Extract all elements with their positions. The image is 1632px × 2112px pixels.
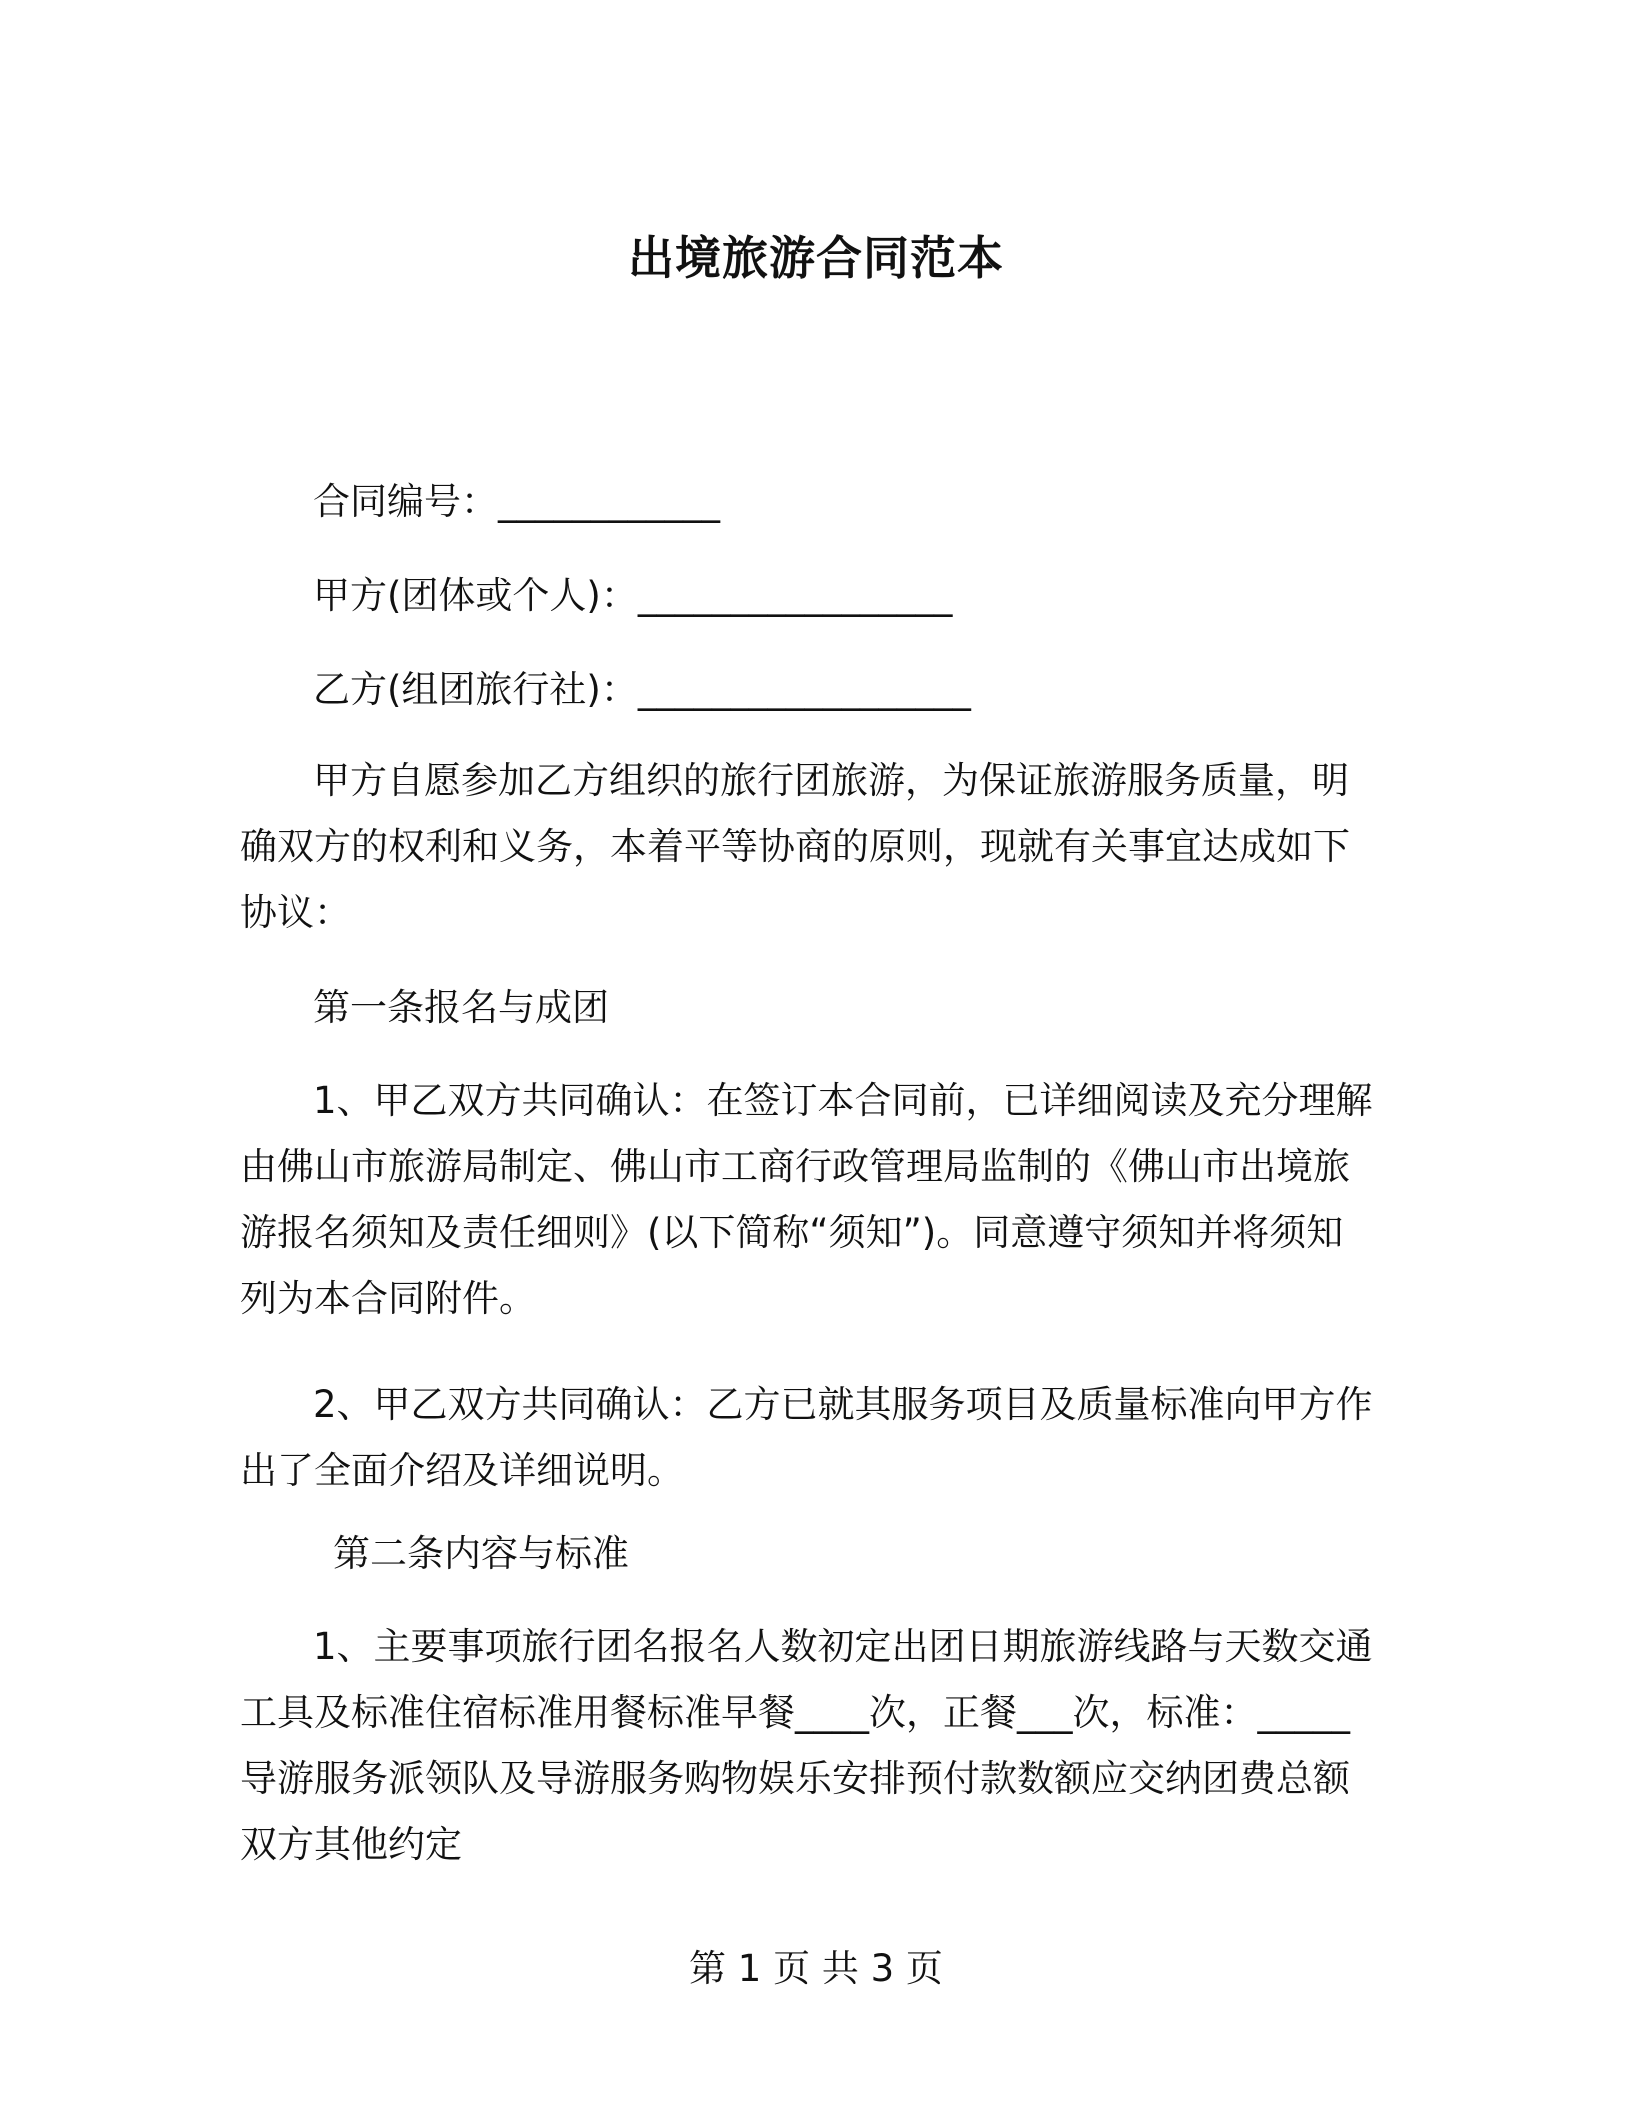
intro-line: 甲方自愿参加乙方组织的旅行团旅游，为保证旅游服务质量，明 xyxy=(313,759,1349,802)
party-a-field: 甲方(团体或个人)：_________________ xyxy=(313,574,953,617)
paragraph-line: 1、主要事项旅行团名报名人数初定出团日期旅游线路与天数交通 xyxy=(313,1625,1373,1668)
paragraph-line: 游报名须知及责任细则》(以下简称“须知”)。同意遵守须知并将须知 xyxy=(240,1211,1344,1254)
paragraph-line: 列为本合同附件。 xyxy=(240,1277,536,1320)
document-title: 出境旅游合同范本 xyxy=(628,231,1004,285)
intro-paragraph xyxy=(240,748,1380,946)
paragraph-line: 工具及标准住宿标准用餐标准早餐____次，正餐___次，标准：_____ xyxy=(240,1691,1350,1734)
article-1-heading: 第一条报名与成团 xyxy=(313,986,609,1029)
intro-line: 确双方的权利和义务，本着平等协商的原则，现就有关事宜达成如下 xyxy=(240,825,1350,868)
paragraph-line: 双方其他约定 xyxy=(240,1823,462,1866)
article-1-item-2 xyxy=(240,1372,1380,1504)
article-1-item-1 xyxy=(240,1068,1380,1332)
paragraph-line: 2、甲乙双方共同确认：乙方已就其服务项目及质量标准向甲方作 xyxy=(313,1383,1373,1426)
paragraph-line: 出了全面介绍及详细说明。 xyxy=(240,1449,684,1492)
page-number: 第 1 页 共 3 页 xyxy=(689,1947,943,1990)
party-b-field: 乙方(组团旅行社)：__________________ xyxy=(313,668,971,711)
paragraph-line: 导游服务派领队及导游服务购物娱乐安排预付款数额应交纳团费总额 xyxy=(240,1757,1350,1800)
paragraph-line: 1、甲乙双方共同确认：在签订本合同前，已详细阅读及充分理解 xyxy=(313,1079,1373,1122)
article-2-heading: 第二条内容与标准 xyxy=(333,1532,629,1575)
contract-number-field: 合同编号：____________ xyxy=(313,480,720,523)
intro-line: 协议： xyxy=(240,891,351,934)
article-2-item-1 xyxy=(240,1614,1380,1878)
paragraph-line: 由佛山市旅游局制定、佛山市工商行政管理局监制的《佛山市出境旅 xyxy=(240,1145,1350,1188)
